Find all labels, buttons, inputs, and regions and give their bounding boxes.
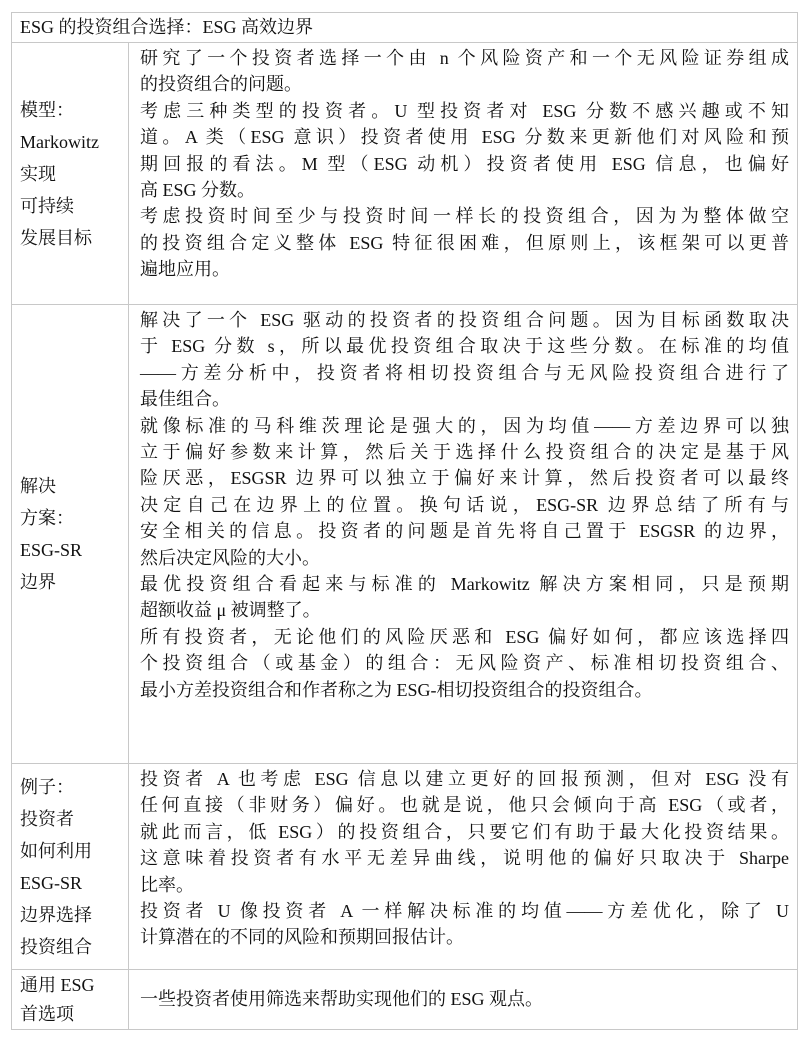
row-label-line: 投资者 [20, 808, 74, 829]
paragraph-line: 研究了一个投资者选择一个由 n 个风险资产和一个无风险证券组成 [140, 48, 789, 68]
paragraph-line: 然后决定风险的大小。 [140, 547, 320, 568]
paragraph-line: 期回报的看法。M 型（ESG 动机）投资者使用 ESG 信息，也偏好 [140, 153, 789, 174]
paragraph [140, 45, 789, 98]
paragraph-line: 就像标准的马科维茨理论是强大的，因为均值——方差边界可以独 [140, 415, 789, 436]
row-content [129, 43, 798, 305]
paragraph-line: 任何直接（非财务）偏好。也就是说，他只会倾向于高 ESG（或者， [140, 795, 789, 816]
row-label-line: 可持续 [20, 195, 74, 216]
row-label-line: 如何利用 [20, 840, 92, 861]
table-row-model [12, 43, 798, 305]
paragraph-line: ——方差分析中，投资者将相切投资组合与无风险投资组合进行了 [140, 362, 789, 383]
paragraph-line: 最佳组合。 [140, 389, 230, 410]
paragraph-line: 遍地应用。 [140, 259, 230, 280]
paragraph-line: 比率。 [140, 874, 194, 895]
row-label-line: 方案： [20, 508, 74, 528]
paragraph-line: 超额收益 μ 被调整了。 [140, 600, 321, 621]
row-label-line: 边界选择 [20, 904, 92, 925]
paragraph-line: 的投资组合的问题。 [140, 74, 302, 95]
paragraph [140, 766, 789, 898]
paragraph-line: 安全相关的信息。投资者的问题是首先将自己置于 ESGSR 的边界， [140, 521, 789, 542]
paragraph [140, 624, 789, 703]
row-content [129, 764, 798, 970]
row-label [12, 305, 129, 764]
paragraph-line: 这意味着投资者有水平无差异曲线，说明他的偏好只取决于 Sharpe [140, 848, 789, 869]
paragraph-line: 所有投资者，无论他们的风险厌恶和 ESG 偏好如何，都应该选择四 [140, 626, 789, 647]
row-label [12, 43, 129, 305]
title-row [12, 13, 798, 43]
paragraph-line: 考虑投资时间至少与投资时间一样长的投资组合，因为为整体做空 [140, 206, 789, 227]
paragraph [140, 571, 789, 624]
row-label-line: 解决 [20, 476, 56, 496]
esg-portfolio-table [11, 12, 798, 1030]
paragraph-line: 最小方差投资组合和作者称之为 ESG-相切投资组合的投资组合。 [140, 679, 653, 700]
row-label-line: ESG-SR [20, 540, 83, 560]
paragraph-line: 个投资组合（或基金）的组合：无风险资产、标准相切投资组合、 [140, 653, 789, 674]
row-label-line: 边界 [20, 572, 56, 592]
row-label-line: 通用 ESG [20, 975, 95, 995]
paragraph-line: 于 ESG 分数 s，所以最优投资组合取决于这些分数。在标准的均值 [140, 336, 789, 357]
paragraph-line: 的投资组合定义整体 ESG 特征很困难，但原则上，该框架可以更普 [140, 232, 789, 253]
paragraph-line: 最优投资组合看起来与标准的 Markowitz 解决方案相同，只是预期 [140, 574, 789, 595]
paragraph-line: 投资者 U 像投资者 A 一样解决标准的均值——方差优化，除了 U [140, 901, 789, 922]
row-content [129, 970, 798, 1030]
paragraph-line: 计算潜在的不同的风险和预期回报估计。 [140, 927, 464, 948]
paragraph-line: 考虑三种类型的投资者。U 型投资者对 ESG 分数不感兴趣或不知 [140, 100, 789, 121]
table-row-example [12, 764, 798, 970]
paragraph [140, 203, 789, 282]
paragraph [140, 98, 789, 204]
paragraph [140, 307, 789, 413]
paragraph-line: 险厌恶，ESGSR 边界可以独立于偏好来计算，然后投资者可以最终 [140, 468, 789, 489]
paragraph [140, 898, 789, 951]
row-label [12, 970, 129, 1030]
paragraph-line: 决定自己在边界上的位置。换句话说，ESG-SR 边界总结了所有与 [140, 494, 789, 515]
row-label-line: 首选项 [20, 1004, 74, 1024]
paragraph [140, 986, 789, 1012]
row-label-line: 例子： [20, 776, 74, 797]
row-label-line: 模型： [20, 99, 74, 120]
row-label [12, 764, 129, 970]
row-label-line: ESG-SR [20, 872, 83, 893]
paragraph-line: 投资者 A 也考虑 ESG 信息以建立更好的回报预测，但对 ESG 没有 [140, 769, 789, 789]
table-row-general-preference [12, 970, 798, 1030]
paragraph-line: 立于偏好参数来计算，然后关于选择什么投资组合的决定是基于风 [140, 442, 789, 463]
row-label-line: 实现 [20, 163, 56, 184]
row-label-line: Markowitz [20, 131, 99, 152]
paragraph-line: 解决了一个 ESG 驱动的投资者的投资组合问题。因为目标函数取决 [140, 310, 789, 330]
table-row-solution [12, 305, 798, 764]
row-label-line: 发展目标 [20, 227, 92, 248]
paragraph-line: 高 ESG 分数。 [140, 180, 256, 201]
paragraph-line: 就此而言，低 ESG）的投资组合，只要它们有助于最大化投资结果。 [140, 821, 789, 842]
paragraph [140, 413, 789, 571]
table-title: ESG 的投资组合选择：ESG 高效边界 [12, 13, 798, 43]
row-content [129, 305, 798, 764]
paragraph-line: 一些投资者使用筛选来帮助实现他们的 ESG 观点。 [140, 989, 544, 1010]
paragraph-line: 道。A 类（ESG 意识）投资者使用 ESG 分数来更新他们对风险和预 [140, 127, 789, 148]
row-label-line: 投资组合 [20, 936, 92, 957]
